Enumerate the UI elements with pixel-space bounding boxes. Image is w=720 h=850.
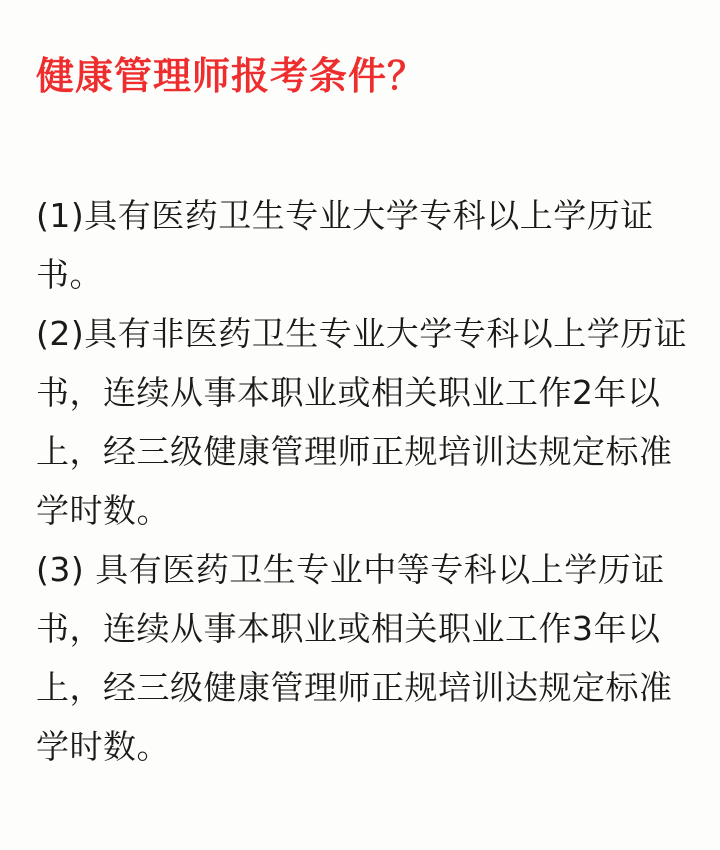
body-line: 上，经三级健康管理师正规培训达规定标准 bbox=[36, 668, 673, 707]
body-line: 书。 bbox=[36, 255, 103, 294]
body-line: (3) 具有医药卫生专业中等专科以上学历证 bbox=[36, 550, 665, 589]
body-line: (2)具有非医药卫生专业大学专科以上学历证 bbox=[36, 314, 688, 353]
body-line: 书，连续从事本职业或相关职业工作2年以 bbox=[36, 373, 661, 412]
article-title: 健康管理师报考条件？ bbox=[36, 54, 427, 98]
body-line: 学时数。 bbox=[36, 491, 170, 530]
body-line: 书，连续从事本职业或相关职业工作3年以 bbox=[36, 609, 661, 648]
body-line: 学时数。 bbox=[36, 727, 170, 766]
body-line: 上，经三级健康管理师正规培训达规定标准 bbox=[36, 432, 673, 471]
body-line: (1)具有医药卫生专业大学专科以上学历证 bbox=[36, 196, 654, 235]
article-body bbox=[36, 186, 687, 776]
